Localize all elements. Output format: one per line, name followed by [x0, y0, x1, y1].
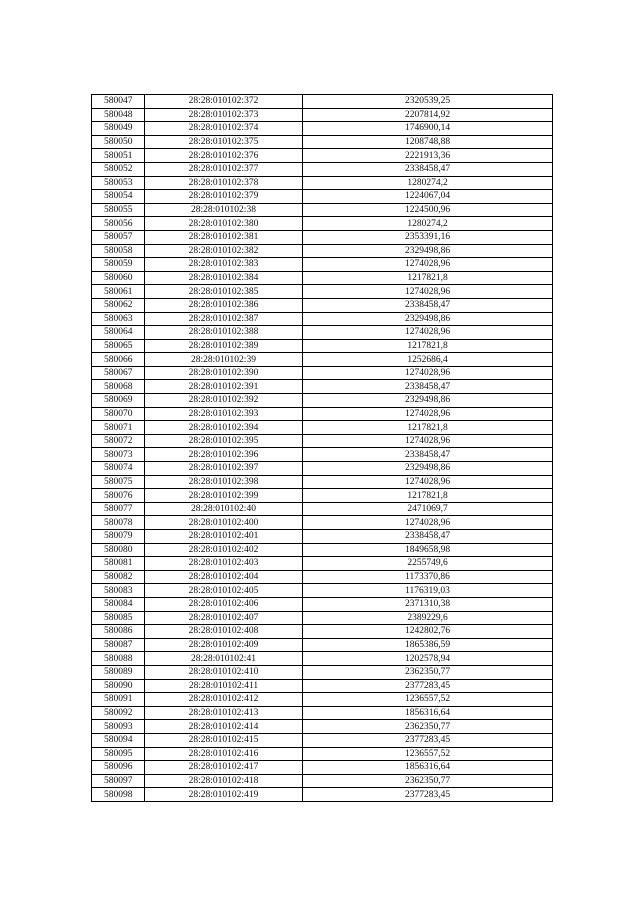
cadastral-value-cell: 1236557,52	[303, 693, 553, 707]
table-row	[92, 258, 553, 272]
row-number-cell: 580076	[92, 489, 145, 503]
table-row	[92, 312, 553, 326]
table-row	[92, 135, 553, 149]
row-number-cell: 580077	[92, 502, 145, 516]
cadastral-value-cell: 1856316,64	[303, 761, 553, 775]
cadastral-number-cell: 28:28:010102:389	[145, 339, 303, 353]
cadastral-number-cell: 28:28:010102:390	[145, 366, 303, 380]
cadastral-value-cell: 1236557,52	[303, 747, 553, 761]
table-row	[92, 652, 553, 666]
table-row	[92, 176, 553, 190]
table-row	[92, 516, 553, 530]
cadastral-value-cell: 1217821,8	[303, 489, 553, 503]
cadastral-number-cell: 28:28:010102:418	[145, 774, 303, 788]
cadastral-value-cell: 2338458,47	[303, 530, 553, 544]
cadastral-value-cell: 1274028,96	[303, 258, 553, 272]
table-row	[92, 298, 553, 312]
cadastral-number-cell: 28:28:010102:379	[145, 190, 303, 204]
cadastral-number-cell: 28:28:010102:398	[145, 475, 303, 489]
table-row	[92, 774, 553, 788]
cadastral-value-cell: 2338458,47	[303, 298, 553, 312]
cadastral-number-cell: 28:28:010102:407	[145, 611, 303, 625]
table-row	[92, 679, 553, 693]
cadastral-number-cell: 28:28:010102:372	[145, 95, 303, 109]
cadastral-number-cell: 28:28:010102:39	[145, 353, 303, 367]
cadastral-value-table	[91, 94, 553, 802]
row-number-cell: 580047	[92, 95, 145, 109]
cadastral-number-cell: 28:28:010102:378	[145, 176, 303, 190]
cadastral-number-cell: 28:28:010102:403	[145, 557, 303, 571]
cadastral-value-cell: 1274028,96	[303, 326, 553, 340]
table-row	[92, 95, 553, 109]
cadastral-number-cell: 28:28:010102:417	[145, 761, 303, 775]
cadastral-number-cell: 28:28:010102:411	[145, 679, 303, 693]
table-row	[92, 230, 553, 244]
cadastral-value-cell: 1176319,03	[303, 584, 553, 598]
table-row	[92, 285, 553, 299]
row-number-cell: 580052	[92, 162, 145, 176]
cadastral-number-cell: 28:28:010102:392	[145, 394, 303, 408]
row-number-cell: 580064	[92, 326, 145, 340]
cadastral-value-cell: 1274028,96	[303, 434, 553, 448]
row-number-cell: 580066	[92, 353, 145, 367]
table-row	[92, 462, 553, 476]
table-row	[92, 149, 553, 163]
cadastral-number-cell: 28:28:010102:383	[145, 258, 303, 272]
table-row	[92, 190, 553, 204]
cadastral-value-cell: 2329498,86	[303, 312, 553, 326]
row-number-cell: 580051	[92, 149, 145, 163]
cadastral-value-cell: 1274028,96	[303, 285, 553, 299]
cadastral-number-cell: 28:28:010102:401	[145, 530, 303, 544]
cadastral-number-cell: 28:28:010102:388	[145, 326, 303, 340]
cadastral-number-cell: 28:28:010102:404	[145, 570, 303, 584]
cadastral-value-cell: 2362350,77	[303, 665, 553, 679]
cadastral-value-cell: 1173370,86	[303, 570, 553, 584]
row-number-cell: 580061	[92, 285, 145, 299]
row-number-cell: 580069	[92, 394, 145, 408]
cadastral-value-cell: 2221913,36	[303, 149, 553, 163]
row-number-cell: 580094	[92, 733, 145, 747]
table-row	[92, 448, 553, 462]
cadastral-value-cell: 1217821,8	[303, 421, 553, 435]
cadastral-number-cell: 28:28:010102:375	[145, 135, 303, 149]
cadastral-value-cell: 1274028,96	[303, 366, 553, 380]
row-number-cell: 580086	[92, 625, 145, 639]
table-row	[92, 747, 553, 761]
cadastral-number-cell: 28:28:010102:406	[145, 597, 303, 611]
table-row	[92, 122, 553, 136]
table-row	[92, 353, 553, 367]
cadastral-value-cell: 1224067,04	[303, 190, 553, 204]
cadastral-value-cell: 1217821,8	[303, 271, 553, 285]
cadastral-value-cell: 2371310,38	[303, 597, 553, 611]
row-number-cell: 580080	[92, 543, 145, 557]
table-row	[92, 543, 553, 557]
row-number-cell: 580055	[92, 203, 145, 217]
row-number-cell: 580084	[92, 597, 145, 611]
row-number-cell: 580078	[92, 516, 145, 530]
cadastral-number-cell: 28:28:010102:405	[145, 584, 303, 598]
cadastral-value-cell: 1217821,8	[303, 339, 553, 353]
table-row	[92, 570, 553, 584]
row-number-cell: 580049	[92, 122, 145, 136]
cadastral-number-cell: 28:28:010102:384	[145, 271, 303, 285]
row-number-cell: 580088	[92, 652, 145, 666]
table-row	[92, 326, 553, 340]
cadastral-number-cell: 28:28:010102:395	[145, 434, 303, 448]
cadastral-number-cell: 28:28:010102:38	[145, 203, 303, 217]
row-number-cell: 580050	[92, 135, 145, 149]
row-number-cell: 580087	[92, 638, 145, 652]
row-number-cell: 580054	[92, 190, 145, 204]
table-row	[92, 788, 553, 802]
table-row	[92, 380, 553, 394]
table-row	[92, 625, 553, 639]
table-row	[92, 394, 553, 408]
cadastral-value-cell: 2338458,47	[303, 380, 553, 394]
row-number-cell: 580067	[92, 366, 145, 380]
cadastral-number-cell: 28:28:010102:377	[145, 162, 303, 176]
cadastral-value-cell: 1274028,96	[303, 475, 553, 489]
cadastral-value-cell: 2377283,45	[303, 788, 553, 802]
cadastral-value-cell: 1202578,94	[303, 652, 553, 666]
cadastral-number-cell: 28:28:010102:387	[145, 312, 303, 326]
cadastral-number-cell: 28:28:010102:410	[145, 665, 303, 679]
row-number-cell: 580079	[92, 530, 145, 544]
row-number-cell: 580098	[92, 788, 145, 802]
row-number-cell: 580091	[92, 693, 145, 707]
table-row	[92, 489, 553, 503]
cadastral-number-cell: 28:28:010102:385	[145, 285, 303, 299]
cadastral-value-cell: 1746900,14	[303, 122, 553, 136]
table-row	[92, 665, 553, 679]
cadastral-value-cell: 2377283,45	[303, 679, 553, 693]
table-row	[92, 203, 553, 217]
cadastral-value-cell: 1865386,59	[303, 638, 553, 652]
table-row	[92, 720, 553, 734]
table-row	[92, 475, 553, 489]
row-number-cell: 580072	[92, 434, 145, 448]
row-number-cell: 580092	[92, 706, 145, 720]
row-number-cell: 580048	[92, 108, 145, 122]
row-number-cell: 580062	[92, 298, 145, 312]
row-number-cell: 580097	[92, 774, 145, 788]
row-number-cell: 580071	[92, 421, 145, 435]
table-row	[92, 162, 553, 176]
table-row	[92, 733, 553, 747]
row-number-cell: 580090	[92, 679, 145, 693]
cadastral-value-cell: 2255749,6	[303, 557, 553, 571]
cadastral-value-cell: 1224500,96	[303, 203, 553, 217]
cadastral-value-cell: 1242802,76	[303, 625, 553, 639]
table-row	[92, 611, 553, 625]
cadastral-value-cell: 2329498,86	[303, 462, 553, 476]
table-row	[92, 530, 553, 544]
cadastral-value-cell: 2389229,6	[303, 611, 553, 625]
cadastral-value-cell: 2320539,25	[303, 95, 553, 109]
cadastral-value-cell: 1856316,64	[303, 706, 553, 720]
cadastral-value-cell: 2338458,47	[303, 448, 553, 462]
cadastral-value-cell: 2377283,45	[303, 733, 553, 747]
cadastral-number-cell: 28:28:010102:380	[145, 217, 303, 231]
row-number-cell: 580095	[92, 747, 145, 761]
table-row	[92, 244, 553, 258]
table-row	[92, 366, 553, 380]
cadastral-number-cell: 28:28:010102:415	[145, 733, 303, 747]
row-number-cell: 580058	[92, 244, 145, 258]
table-row	[92, 108, 553, 122]
cadastral-number-cell: 28:28:010102:399	[145, 489, 303, 503]
row-number-cell: 580093	[92, 720, 145, 734]
table-row	[92, 502, 553, 516]
table-row	[92, 339, 553, 353]
table-row	[92, 761, 553, 775]
row-number-cell: 580085	[92, 611, 145, 625]
cadastral-number-cell: 28:28:010102:419	[145, 788, 303, 802]
cadastral-value-cell: 1280274,2	[303, 217, 553, 231]
row-number-cell: 580070	[92, 407, 145, 421]
cadastral-value-cell: 1280274,2	[303, 176, 553, 190]
cadastral-value-cell: 2329498,86	[303, 244, 553, 258]
cadastral-value-cell: 2471069,7	[303, 502, 553, 516]
cadastral-number-cell: 28:28:010102:413	[145, 706, 303, 720]
cadastral-number-cell: 28:28:010102:376	[145, 149, 303, 163]
row-number-cell: 580056	[92, 217, 145, 231]
cadastral-number-cell: 28:28:010102:400	[145, 516, 303, 530]
table-body	[92, 95, 553, 802]
table-row	[92, 434, 553, 448]
cadastral-value-cell: 2362350,77	[303, 774, 553, 788]
cadastral-value-cell: 2329498,86	[303, 394, 553, 408]
row-number-cell: 580081	[92, 557, 145, 571]
cadastral-number-cell: 28:28:010102:394	[145, 421, 303, 435]
cadastral-number-cell: 28:28:010102:41	[145, 652, 303, 666]
row-number-cell: 580075	[92, 475, 145, 489]
cadastral-number-cell: 28:28:010102:382	[145, 244, 303, 258]
table-row	[92, 584, 553, 598]
cadastral-number-cell: 28:28:010102:374	[145, 122, 303, 136]
cadastral-value-cell: 1274028,96	[303, 516, 553, 530]
row-number-cell: 580082	[92, 570, 145, 584]
cadastral-number-cell: 28:28:010102:416	[145, 747, 303, 761]
row-number-cell: 580065	[92, 339, 145, 353]
row-number-cell: 580068	[92, 380, 145, 394]
row-number-cell: 580089	[92, 665, 145, 679]
cadastral-number-cell: 28:28:010102:373	[145, 108, 303, 122]
cadastral-number-cell: 28:28:010102:402	[145, 543, 303, 557]
cadastral-number-cell: 28:28:010102:414	[145, 720, 303, 734]
row-number-cell: 580059	[92, 258, 145, 272]
table-row	[92, 597, 553, 611]
table-row	[92, 706, 553, 720]
table-row	[92, 693, 553, 707]
table-row	[92, 557, 553, 571]
cadastral-value-cell: 1274028,96	[303, 407, 553, 421]
cadastral-value-cell: 2338458,47	[303, 162, 553, 176]
cadastral-number-cell: 28:28:010102:408	[145, 625, 303, 639]
cadastral-value-cell: 1252686,4	[303, 353, 553, 367]
row-number-cell: 580063	[92, 312, 145, 326]
table-row	[92, 271, 553, 285]
cadastral-number-cell: 28:28:010102:393	[145, 407, 303, 421]
row-number-cell: 580096	[92, 761, 145, 775]
cadastral-number-cell: 28:28:010102:40	[145, 502, 303, 516]
cadastral-number-cell: 28:28:010102:391	[145, 380, 303, 394]
table-row	[92, 217, 553, 231]
cadastral-number-cell: 28:28:010102:412	[145, 693, 303, 707]
cadastral-number-cell: 28:28:010102:397	[145, 462, 303, 476]
cadastral-value-cell: 1208748,88	[303, 135, 553, 149]
table-row	[92, 421, 553, 435]
cadastral-value-cell: 1849658,98	[303, 543, 553, 557]
cadastral-number-cell: 28:28:010102:386	[145, 298, 303, 312]
row-number-cell: 580073	[92, 448, 145, 462]
cadastral-number-cell: 28:28:010102:409	[145, 638, 303, 652]
row-number-cell: 580060	[92, 271, 145, 285]
cadastral-value-cell: 2207814,92	[303, 108, 553, 122]
cadastral-number-cell: 28:28:010102:396	[145, 448, 303, 462]
row-number-cell: 580053	[92, 176, 145, 190]
table-row	[92, 638, 553, 652]
row-number-cell: 580083	[92, 584, 145, 598]
row-number-cell: 580074	[92, 462, 145, 476]
cadastral-value-cell: 2362350,77	[303, 720, 553, 734]
cadastral-number-cell: 28:28:010102:381	[145, 230, 303, 244]
table-row	[92, 407, 553, 421]
row-number-cell: 580057	[92, 230, 145, 244]
cadastral-value-cell: 2353391,16	[303, 230, 553, 244]
